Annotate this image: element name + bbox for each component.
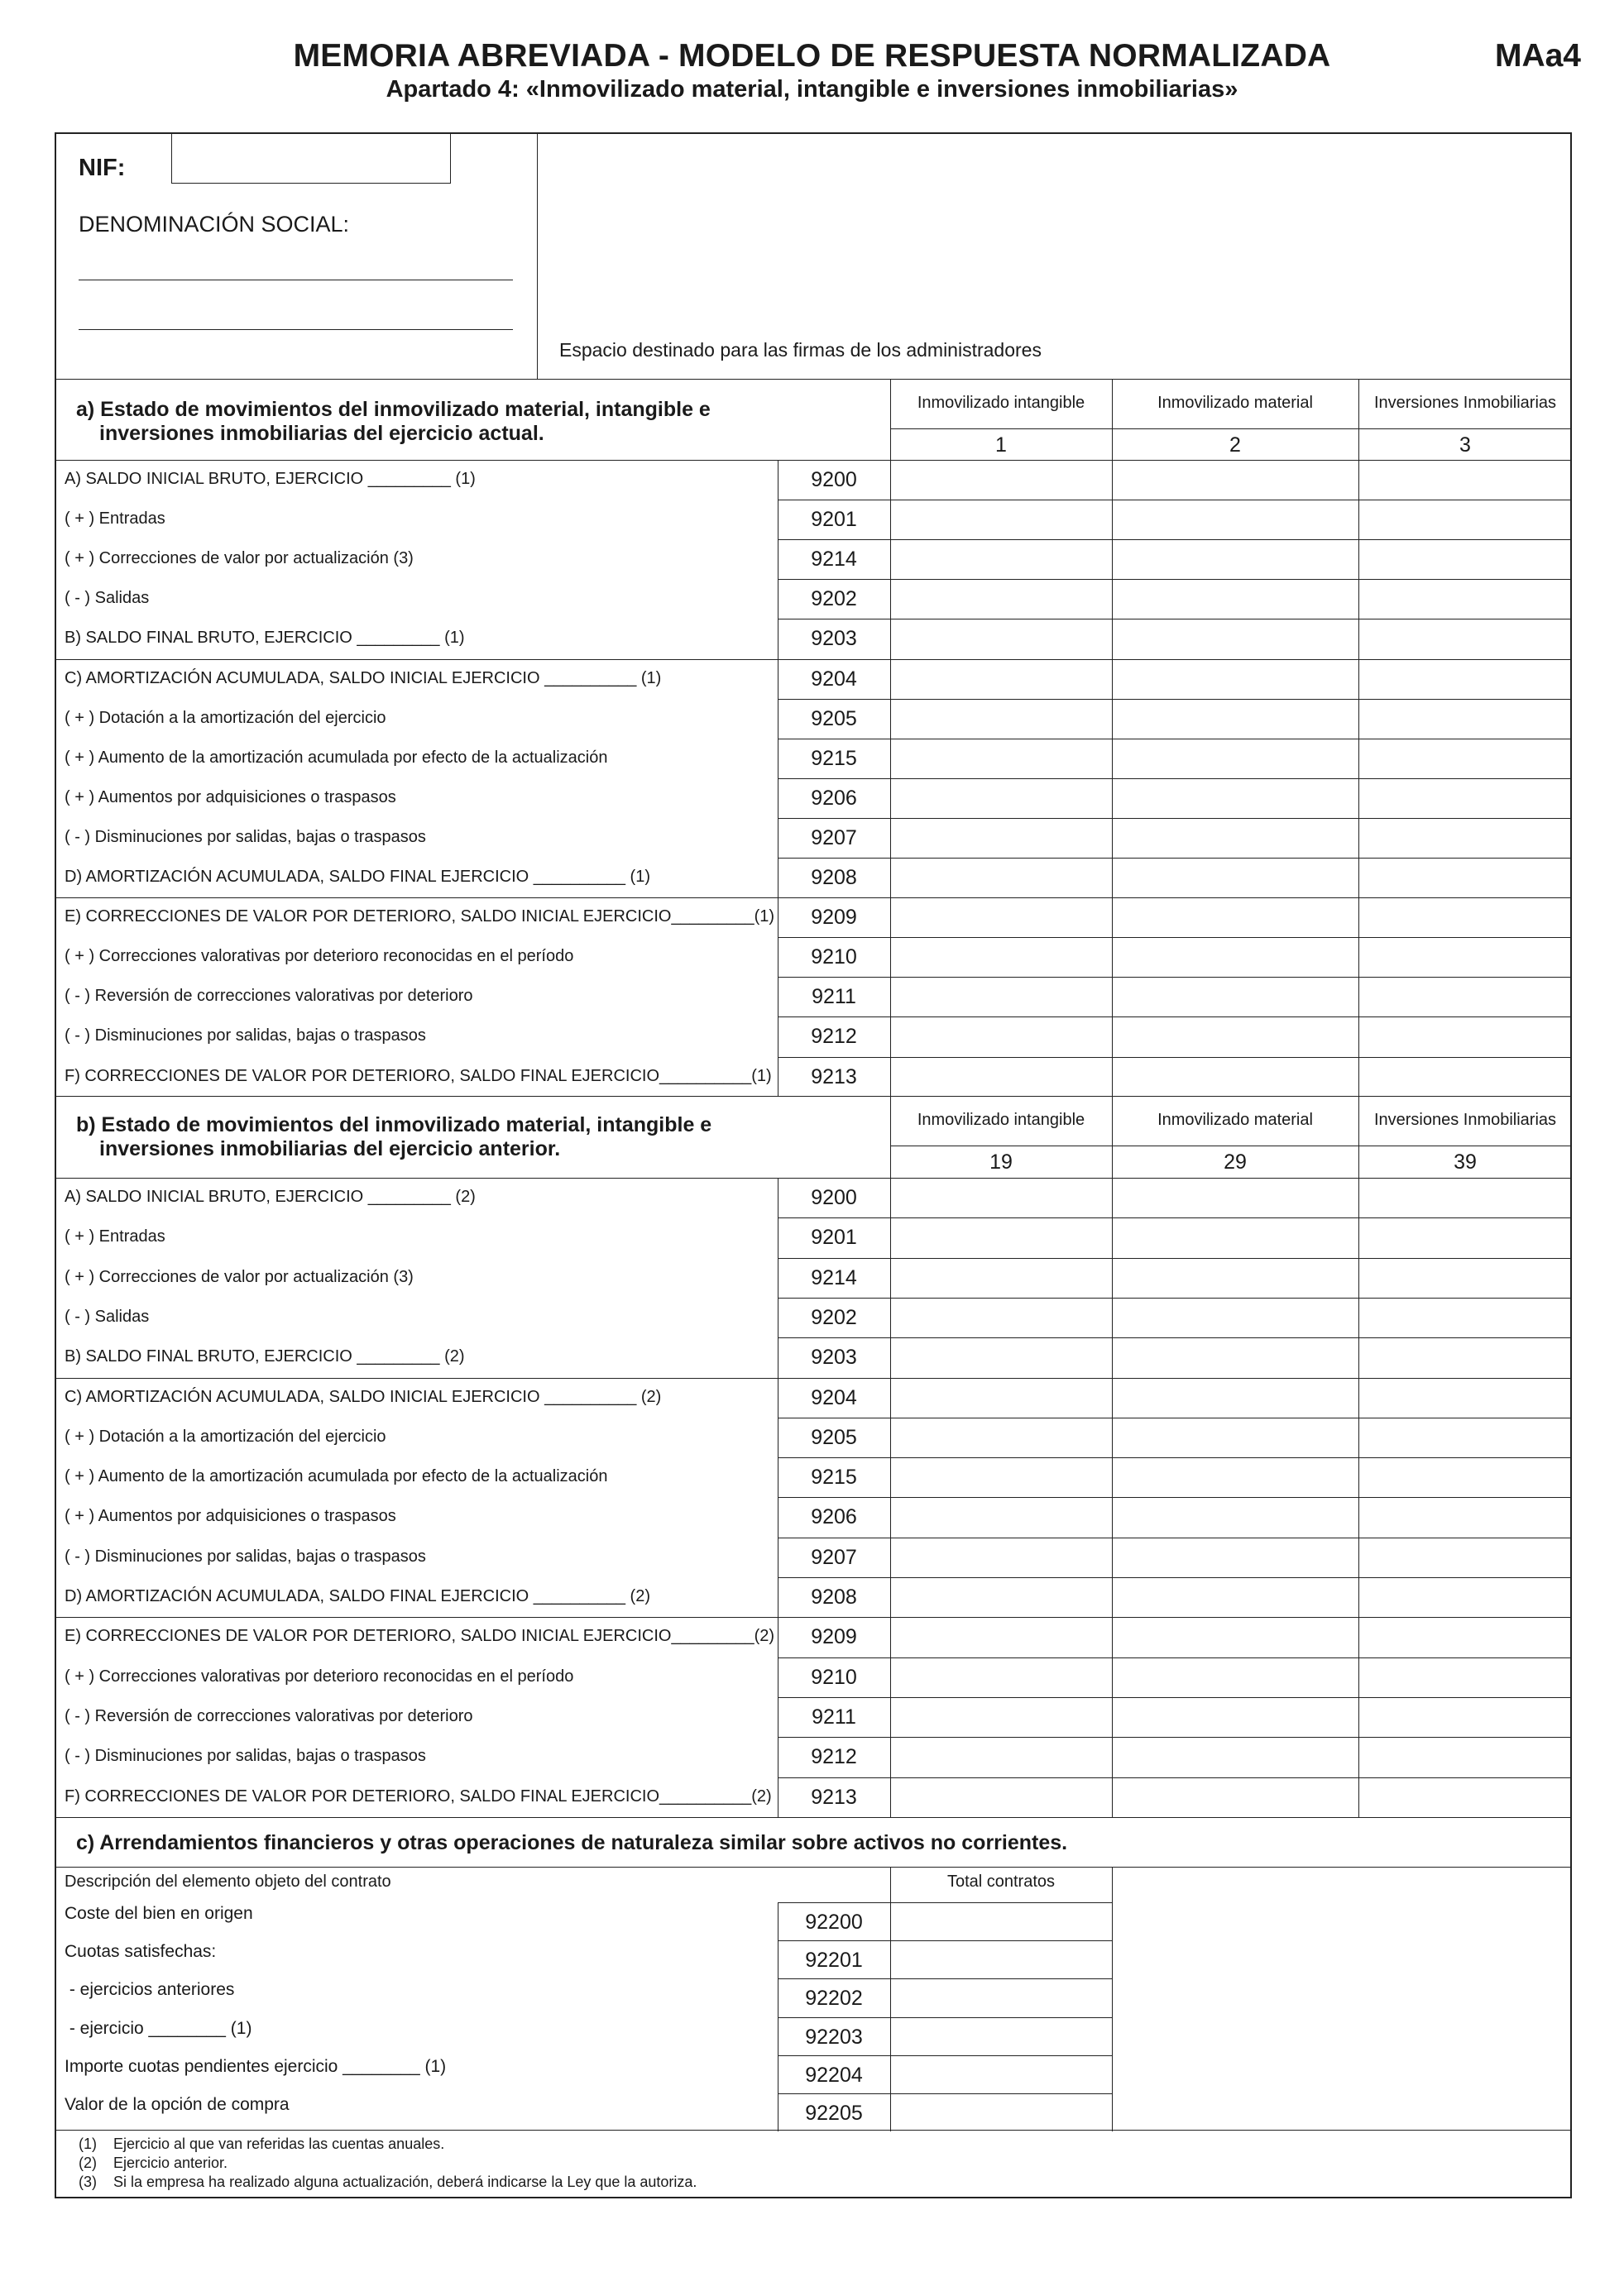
section_b-cell-9206-col1[interactable] xyxy=(892,1499,1110,1535)
section_a-col-2-num: 2 xyxy=(1229,433,1241,457)
section_b-row-code: 9200 xyxy=(811,1186,857,1209)
section_b-row-label: B) SALDO FINAL BRUTO, EJERCICIO _________ (2) xyxy=(65,1347,465,1366)
section_a-col-1-num: 1 xyxy=(995,433,1007,457)
section_a-row-code: 9203 xyxy=(811,627,857,651)
section_b-row-label: ( + ) Correcciones valorativas por deterioro reconocidas en el período xyxy=(65,1667,574,1686)
section_b-row-rule xyxy=(778,1737,1572,1738)
section_b-cell-9215-col3[interactable] xyxy=(1360,1459,1570,1495)
section_b-col-1-label: Inmovilizado intangible xyxy=(917,1111,1085,1129)
section_b-cell-9204-col1[interactable] xyxy=(892,1380,1110,1416)
section_b-row-code: 9211 xyxy=(812,1705,856,1729)
section_a-row-label: C) AMORTIZACIÓN ACUMULADA, SALDO INICIAL EJERCICIO __________ (1) xyxy=(65,668,662,687)
section_b-cell-9203-col2[interactable] xyxy=(1114,1339,1357,1375)
section_b-cell-9211-col3[interactable] xyxy=(1360,1699,1570,1735)
section_a-cell-9215-col1[interactable] xyxy=(892,740,1110,777)
section_a-row-label: ( + ) Correcciones de valor por actualización (3) xyxy=(65,549,414,568)
section_a-row-label: ( - ) Reversión de correcciones valorativas por deterioro xyxy=(65,987,473,1006)
section_b-col-2-label: Inmovilizado material xyxy=(1157,1111,1313,1129)
section_a-cell-9205-col2[interactable] xyxy=(1114,701,1357,737)
section_b-row-label: D) AMORTIZACIÓN ACUMULADA, SALDO FINAL EJERCICIO __________ (2) xyxy=(65,1587,650,1605)
section_a-row-rule xyxy=(778,977,1572,978)
section_a-cell-9204-col2[interactable] xyxy=(1114,661,1357,697)
signatures-label: Espacio destinado para las firmas de los administradores xyxy=(559,339,1042,361)
section_a-cell-9206-col2[interactable] xyxy=(1114,780,1357,816)
section-c-blank-area xyxy=(1114,1868,1570,2130)
section-c-row-label: Cuotas satisfechas: xyxy=(65,1942,217,1962)
section_a-row-code: 9206 xyxy=(811,786,857,810)
section_a-row-label: ( + ) Entradas xyxy=(65,509,165,529)
section_a-head-rule xyxy=(55,460,1572,461)
section_a-cell-9213-col1[interactable] xyxy=(892,1059,1110,1095)
section_b-cell-9214-col3[interactable] xyxy=(1360,1260,1570,1296)
section_a-cell-9207-col3[interactable] xyxy=(1360,820,1570,856)
section_b-cell-9205-col3[interactable] xyxy=(1360,1419,1570,1456)
section-c-cell-92203[interactable] xyxy=(892,2019,1110,2054)
section_b-row-rule xyxy=(778,1457,1572,1458)
section_b-vline-1 xyxy=(1112,1096,1113,1817)
section_b-cell-9203-col3[interactable] xyxy=(1360,1339,1570,1375)
section_b-row-code: 9214 xyxy=(811,1265,857,1289)
section_a-row-label: D) AMORTIZACIÓN ACUMULADA, SALDO FINAL EJERCICIO __________ (1) xyxy=(65,868,650,886)
section_b-row-code: 9210 xyxy=(811,1665,857,1689)
section_b-row-label: ( - ) Salidas xyxy=(65,1307,150,1326)
section_b-row-rule xyxy=(55,1378,1572,1379)
section_a-row-rule xyxy=(778,778,1572,779)
section_a-cell-9213-col3[interactable] xyxy=(1360,1059,1570,1095)
section_a-cell-9208-col1[interactable] xyxy=(892,859,1110,896)
section_a-cell-9210-col3[interactable] xyxy=(1360,939,1570,975)
section-c-row-rule xyxy=(778,1940,1112,1941)
section_b-row-rule xyxy=(778,1497,1572,1498)
section_a-cell-9213-col2[interactable] xyxy=(1114,1059,1357,1095)
section_b-row-code: 9215 xyxy=(811,1466,857,1490)
section_b-cell-9207-col1[interactable] xyxy=(892,1539,1110,1576)
section_a-row-code: 9213 xyxy=(811,1064,857,1088)
section_b-cell-9213-col3[interactable] xyxy=(1360,1779,1570,1815)
section-c-row-code: 92205 xyxy=(805,2102,863,2125)
section_a-cell-9214-col2[interactable] xyxy=(1114,541,1357,577)
section_a-cell-9201-col1[interactable] xyxy=(892,501,1110,538)
section_b-cell-9207-col3[interactable] xyxy=(1360,1539,1570,1576)
section_a-row-code: 9215 xyxy=(811,746,857,770)
note-text: Si la empresa ha realizado alguna actualización, deberá indicarse la Ley que la autoriza. xyxy=(113,2174,697,2190)
section_a-row-label: ( - ) Salidas xyxy=(65,589,150,608)
section_b-row-code: 9206 xyxy=(811,1505,857,1529)
section-c-row-label: Importe cuotas pendientes ejercicio ________ (1) xyxy=(65,2056,447,2076)
section_a-cell-9206-col1[interactable] xyxy=(892,780,1110,816)
section-c-rows-top xyxy=(778,1902,1112,1903)
section_b-cell-9209-col2[interactable] xyxy=(1114,1619,1357,1655)
section_a-cell-9200-col3[interactable] xyxy=(1360,462,1570,498)
section_b-col-1-num: 19 xyxy=(989,1150,1013,1174)
section_a-cell-9203-col3[interactable] xyxy=(1360,620,1570,657)
section_a-row-rule xyxy=(778,699,1572,700)
section_a-cell-9210-col2[interactable] xyxy=(1114,939,1357,975)
section_a-row-code: 9207 xyxy=(811,825,857,849)
section_a-cell-9205-col3[interactable] xyxy=(1360,701,1570,737)
section_a-cell-9208-col3[interactable] xyxy=(1360,859,1570,896)
note-number: (3) xyxy=(79,2174,97,2190)
section_b-row-label: ( - ) Reversión de correcciones valorativas por deterioro xyxy=(65,1706,473,1725)
section_a-row-rule xyxy=(778,818,1572,819)
section_b-col-3-label: Inversiones Inmobiliarias xyxy=(1373,1111,1557,1129)
section_a-row-code: 9212 xyxy=(811,1025,857,1049)
section_b-row-code: 9207 xyxy=(811,1545,857,1569)
section_b-cell-9203-col1[interactable] xyxy=(892,1339,1110,1375)
section_a-cell-9202-col1[interactable] xyxy=(892,581,1110,617)
section_a-row-rule xyxy=(778,858,1572,859)
section-c-row-code: 92202 xyxy=(805,1987,863,2011)
nif-label: NIF: xyxy=(79,155,126,181)
section_a-cell-9201-col2[interactable] xyxy=(1114,501,1357,538)
section_a-cell-9210-col1[interactable] xyxy=(892,939,1110,975)
section_b-row-rule xyxy=(778,1777,1572,1778)
section-c-row-rule xyxy=(778,2055,1112,2056)
section_b-cell-9200-col3[interactable] xyxy=(1360,1179,1570,1216)
section_b-row-code: 9208 xyxy=(811,1586,857,1609)
section_a-cell-9204-col3[interactable] xyxy=(1360,661,1570,697)
section_b-cell-9211-col2[interactable] xyxy=(1114,1699,1357,1735)
section_b-row-label: A) SALDO INICIAL BRUTO, EJERCICIO _________ (2) xyxy=(65,1188,476,1206)
section-c-total-label: Total contratos xyxy=(946,1873,1056,1891)
section_a-row-rule xyxy=(778,579,1572,580)
section_b-cell-9209-col1[interactable] xyxy=(892,1619,1110,1655)
section_a-row-code: 9202 xyxy=(811,587,857,611)
section_a-cell-9205-col1[interactable] xyxy=(892,701,1110,737)
section_b-cell-9200-col1[interactable] xyxy=(892,1179,1110,1216)
section_b-row-code: 9209 xyxy=(811,1625,857,1649)
section_b-row-code: 9203 xyxy=(811,1346,857,1370)
note-number: (2) xyxy=(79,2155,97,2171)
section_b-cell-9212-col2[interactable] xyxy=(1114,1739,1357,1775)
section_b-top-rule xyxy=(55,1096,1572,1097)
section-c-row-code: 92203 xyxy=(805,2025,863,2049)
section_b-cell-9204-col2[interactable] xyxy=(1114,1380,1357,1416)
section_b-row-label: ( - ) Disminuciones por salidas, bajas o traspasos xyxy=(65,1747,426,1766)
form-subtitle: Apartado 4: «Inmovilizado material, intangible e inversiones inmobiliarias» xyxy=(386,76,1238,103)
form-title: MEMORIA ABREVIADA - MODELO DE RESPUESTA NORMALIZADA xyxy=(293,38,1331,74)
nif-input[interactable] xyxy=(171,132,451,184)
section-c-row-label: Coste del bien en origen xyxy=(65,1904,253,1923)
section_b-row-code: 9205 xyxy=(811,1425,857,1449)
section_b-cell-9202-col1[interactable] xyxy=(892,1299,1110,1336)
section_a-row-label: ( + ) Correcciones valorativas por deterioro reconocidas en el período xyxy=(65,947,574,966)
section_a-row-code: 9210 xyxy=(811,945,857,969)
section_b-row-label: ( + ) Entradas xyxy=(65,1227,165,1246)
section_a-row-code: 9211 xyxy=(812,985,856,1009)
section_b-cell-9212-col3[interactable] xyxy=(1360,1739,1570,1775)
section_a-cell-9212-col3[interactable] xyxy=(1360,1018,1570,1055)
section-c-cell-92200[interactable] xyxy=(892,1904,1110,1939)
section_b-cell-9202-col2[interactable] xyxy=(1114,1299,1357,1336)
section_a-cell-9215-col3[interactable] xyxy=(1360,740,1570,777)
section_a-cell-9211-col3[interactable] xyxy=(1360,978,1570,1015)
section_b-cell-9213-col1[interactable] xyxy=(892,1779,1110,1815)
section_b-cell-9201-col2[interactable] xyxy=(1114,1219,1357,1256)
section_b-row-label: E) CORRECCIONES DE VALOR POR DETERIORO, SALDO INICIAL EJERCICIO_________(2) xyxy=(65,1627,775,1646)
section-c-row-label: - ejercicios anteriores xyxy=(65,1980,235,2000)
section_a-row-label: A) SALDO INICIAL BRUTO, EJERCICIO _________ (1) xyxy=(65,470,476,488)
section_b-cell-9202-col3[interactable] xyxy=(1360,1299,1570,1336)
section_b-row-code: 9212 xyxy=(811,1745,857,1769)
section-c-cell-92205[interactable] xyxy=(892,2095,1110,2130)
section_b-row-rule xyxy=(778,1258,1572,1259)
section_a-cell-9212-col1[interactable] xyxy=(892,1018,1110,1055)
section_b-cell-9215-col2[interactable] xyxy=(1114,1459,1357,1495)
section_a-row-rule xyxy=(778,1016,1572,1017)
section_b-cell-9213-col2[interactable] xyxy=(1114,1779,1357,1815)
section_b-cell-9209-col3[interactable] xyxy=(1360,1619,1570,1655)
section_b-row-rule xyxy=(55,1617,1572,1618)
section_b-row-label: ( - ) Disminuciones por salidas, bajas o traspasos xyxy=(65,1547,426,1566)
section_a-cell-9206-col3[interactable] xyxy=(1360,780,1570,816)
section_a-cell-9202-col2[interactable] xyxy=(1114,581,1357,617)
section-c-row-rule xyxy=(778,1978,1112,1979)
section_a-cell-9209-col1[interactable] xyxy=(892,899,1110,935)
id-divider xyxy=(537,132,538,380)
section_b-row-label: ( + ) Aumentos por adquisiciones o traspasos xyxy=(65,1507,396,1526)
section_b-cell-9215-col1[interactable] xyxy=(892,1459,1110,1495)
section_a-cell-9207-col1[interactable] xyxy=(892,820,1110,856)
note-number: (1) xyxy=(79,2136,97,2152)
section-c-desc-label: Descripción del elemento objeto del contrato xyxy=(65,1873,391,1891)
section-c-row-label: Valor de la opción de compra xyxy=(65,2095,290,2114)
section_a-cell-9207-col2[interactable] xyxy=(1114,820,1357,856)
section_a-cell-9200-col1[interactable] xyxy=(892,462,1110,498)
section_a-top-rule xyxy=(55,379,1572,380)
section-c-row-rule xyxy=(778,2093,1112,2094)
section_a-row-code: 9204 xyxy=(811,667,857,691)
section_a-row-label: B) SALDO FINAL BRUTO, EJERCICIO _________ (1) xyxy=(65,629,465,648)
section_a-cell-9201-col3[interactable] xyxy=(1360,501,1570,538)
section_b-cell-9201-col1[interactable] xyxy=(892,1219,1110,1256)
section-a-title-1: a) Estado de movimientos del inmovilizado material, intangible e xyxy=(76,398,711,421)
section_a-cell-9211-col2[interactable] xyxy=(1114,978,1357,1015)
section_a-row-code: 9205 xyxy=(811,706,857,730)
section_b-cell-9210-col2[interactable] xyxy=(1114,1659,1357,1696)
section_b-row-label: ( + ) Dotación a la amortización del ejercicio xyxy=(65,1427,386,1446)
section_b-col-3-num: 39 xyxy=(1454,1150,1477,1174)
section_b-cell-9212-col1[interactable] xyxy=(892,1739,1110,1775)
section_a-row-label: ( + ) Aumento de la amortización acumulada por efecto de la actualización xyxy=(65,748,608,767)
section_b-cell-9206-col3[interactable] xyxy=(1360,1499,1570,1535)
section_b-row-rule xyxy=(778,1657,1572,1658)
section_a-row-label: ( - ) Disminuciones por salidas, bajas o traspasos xyxy=(65,1026,426,1045)
section_b-row-code: 9213 xyxy=(811,1785,857,1809)
section_a-cell-9203-col2[interactable] xyxy=(1114,620,1357,657)
section_a-col-3-num: 3 xyxy=(1459,433,1471,457)
denomination-label: DENOMINACIÓN SOCIAL: xyxy=(79,212,350,237)
section_a-cell-9200-col2[interactable] xyxy=(1114,462,1357,498)
section-c-cell-92202[interactable] xyxy=(892,1980,1110,2015)
section_a-row-rule xyxy=(778,539,1572,540)
section_a-row-label: F) CORRECCIONES DE VALOR POR DETERIORO, SALDO FINAL EJERCICIO__________(1) xyxy=(65,1066,772,1085)
section-c-title: c) Arrendamientos financieros y otras operaciones de naturaleza similar sobre activos no corrientes. xyxy=(76,1831,1068,1854)
section_b-row-label: C) AMORTIZACIÓN ACUMULADA, SALDO INICIAL EJERCICIO __________ (2) xyxy=(65,1387,662,1406)
section_a-cell-9211-col1[interactable] xyxy=(892,978,1110,1015)
section_b-vline-2 xyxy=(1358,1096,1359,1817)
section_a-cell-9214-col3[interactable] xyxy=(1360,541,1570,577)
section-b-title-2: inversiones inmobiliarias del ejercicio anterior. xyxy=(99,1137,561,1160)
denomination-line-2[interactable] xyxy=(79,329,513,330)
section_b-row-rule xyxy=(778,1577,1572,1578)
section_b-row-rule xyxy=(778,1217,1572,1218)
section-c-head-rule xyxy=(55,1867,1572,1868)
section_a-cell-9214-col1[interactable] xyxy=(892,541,1110,577)
section_a-cell-9209-col3[interactable] xyxy=(1360,899,1570,935)
section_a-row-code: 9208 xyxy=(811,866,857,889)
section_b-cell-9211-col1[interactable] xyxy=(892,1699,1110,1735)
section_b-row-label: F) CORRECCIONES DE VALOR POR DETERIORO, SALDO FINAL EJERCICIO__________(2) xyxy=(65,1787,772,1806)
section_b-cell-9210-col1[interactable] xyxy=(892,1659,1110,1696)
section_b-cell-9206-col2[interactable] xyxy=(1114,1499,1357,1535)
section_b-vline-0 xyxy=(890,1096,891,1817)
section_b-cell-9214-col1[interactable] xyxy=(892,1260,1110,1296)
section_b-cell-9200-col2[interactable] xyxy=(1114,1179,1357,1216)
section_a-row-rule xyxy=(778,1057,1572,1058)
section_a-row-rule xyxy=(55,659,1572,660)
section_a-cell-9215-col2[interactable] xyxy=(1114,740,1357,777)
section_b-row-code: 9202 xyxy=(811,1305,857,1329)
section_b-cell-9210-col3[interactable] xyxy=(1360,1659,1570,1696)
section_b-col-2-num: 29 xyxy=(1224,1150,1247,1174)
section_a-row-code: 9209 xyxy=(811,906,857,930)
section_a-row-label: E) CORRECCIONES DE VALOR POR DETERIORO, SALDO INICIAL EJERCICIO_________(1) xyxy=(65,907,775,926)
section_b-row-rule xyxy=(778,1337,1572,1338)
section-c-row-code: 92201 xyxy=(805,1949,863,1973)
section_a-cell-9204-col1[interactable] xyxy=(892,661,1110,697)
section_b-row-label: ( + ) Correcciones de valor por actualización (3) xyxy=(65,1267,414,1286)
section_a-cell-9209-col2[interactable] xyxy=(1114,899,1357,935)
note-text: Ejercicio al que van referidas las cuentas anuales. xyxy=(113,2136,445,2152)
section-c-cell-92201[interactable] xyxy=(892,1942,1110,1977)
section_b-row-code: 9204 xyxy=(811,1385,857,1409)
section_b-cell-9208-col3[interactable] xyxy=(1360,1579,1570,1615)
section_a-row-code: 9201 xyxy=(811,508,857,532)
section_a-row-label: ( - ) Disminuciones por salidas, bajas o traspasos xyxy=(65,827,426,846)
section-b-title-1: b) Estado de movimientos del inmovilizado material, intangible e xyxy=(76,1113,712,1136)
section-c-desc-input[interactable] xyxy=(56,1868,776,1901)
section_a-cell-9202-col3[interactable] xyxy=(1360,581,1570,617)
section_a-col-1-label: Inmovilizado intangible xyxy=(917,394,1085,412)
section_a-row-code: 9200 xyxy=(811,468,857,491)
section-c-vline-right xyxy=(1112,1867,1113,2131)
section_b-cell-9207-col2[interactable] xyxy=(1114,1539,1357,1576)
section-c-cell-92204[interactable] xyxy=(892,2057,1110,2092)
form-code: MAa4 xyxy=(1494,38,1581,74)
section_a-row-code: 9214 xyxy=(811,548,857,572)
section_b-row-rule xyxy=(778,1298,1572,1299)
section_a-row-rule xyxy=(778,937,1572,938)
section_a-row-label: ( + ) Aumentos por adquisiciones o traspasos xyxy=(65,787,396,806)
section-c-row-rule xyxy=(778,2017,1112,2018)
section-c-row-code: 92204 xyxy=(805,2063,863,2087)
section-c-row-code: 92200 xyxy=(805,1911,863,1934)
note-text: Ejercicio anterior. xyxy=(113,2155,228,2171)
section_b-row-code: 9201 xyxy=(811,1226,857,1250)
section_b-head-rule xyxy=(55,1178,1572,1179)
section_a-cell-9212-col2[interactable] xyxy=(1114,1018,1357,1055)
section_a-row-label: ( + ) Dotación a la amortización del ejercicio xyxy=(65,708,386,727)
section-c-row-label: - ejercicio ________ (1) xyxy=(65,2018,252,2038)
signatures-area[interactable] xyxy=(539,134,1570,379)
section_a-col-3-label: Inversiones Inmobiliarias xyxy=(1373,394,1557,412)
section-c-top-rule xyxy=(55,1817,1572,1818)
section_b-row-rule xyxy=(778,1697,1572,1698)
section_a-col-sub-rule xyxy=(890,428,1572,429)
section-c-vline-total xyxy=(890,1867,891,2131)
section_a-row-rule xyxy=(55,897,1572,898)
section_b-cell-9208-col1[interactable] xyxy=(892,1579,1110,1615)
section_a-col-2-label: Inmovilizado material xyxy=(1157,394,1313,412)
section-a-title-2: inversiones inmobiliarias del ejercicio actual. xyxy=(99,422,544,445)
section_b-row-label: ( + ) Aumento de la amortización acumulada por efecto de la actualización xyxy=(65,1467,608,1486)
section_a-cell-9208-col2[interactable] xyxy=(1114,859,1357,896)
section_b-cell-9201-col3[interactable] xyxy=(1360,1219,1570,1256)
section_b-cell-9214-col2[interactable] xyxy=(1114,1260,1357,1296)
section_b-cell-9205-col1[interactable] xyxy=(892,1419,1110,1456)
section_b-cell-9204-col3[interactable] xyxy=(1360,1380,1570,1416)
section_b-cell-9208-col2[interactable] xyxy=(1114,1579,1357,1615)
section_b-cell-9205-col2[interactable] xyxy=(1114,1419,1357,1456)
section_a-cell-9203-col1[interactable] xyxy=(892,620,1110,657)
